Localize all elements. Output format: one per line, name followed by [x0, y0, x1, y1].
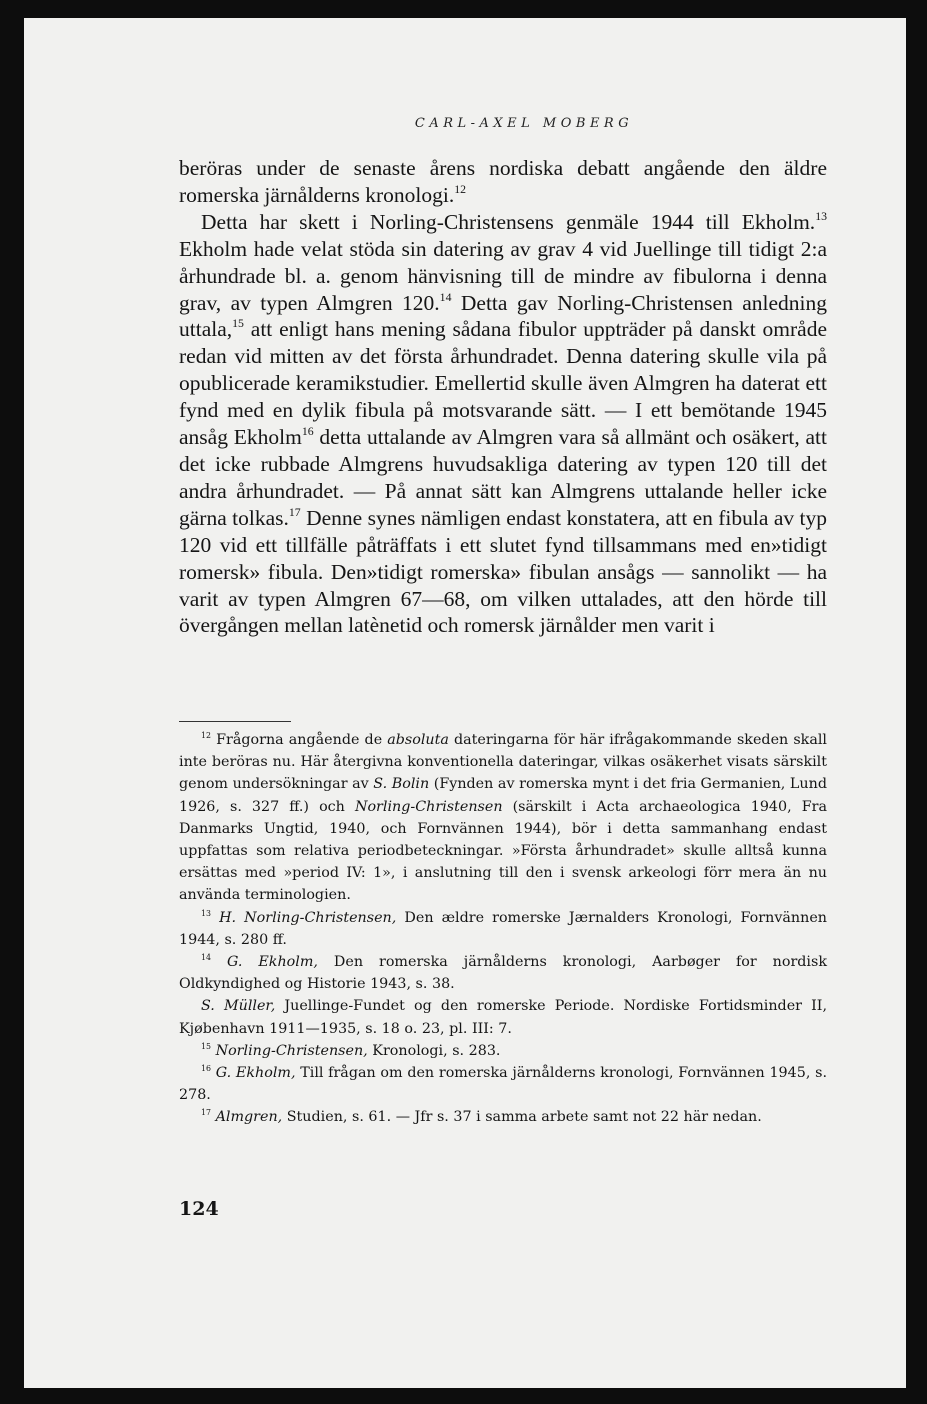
footnote-ref: 12 [454, 182, 467, 197]
paragraph-continued: beröras under de senaste årens nordiska debatt angående den äldre romerska järnålderns kronologi.$^{12}$ [179, 156, 827, 207]
footnote-ref: 16 [301, 424, 314, 439]
footnote-divider [179, 721, 291, 722]
footnote-ref: 17 [288, 504, 301, 519]
footnote-14-continued: S. Müller, Juellinge-Fundet og den romerske Periode. Nordiske Fortidsminder II, Kjøbenhavn 1911—1935, s. 18 o. 23, pl. III: 7. [179, 998, 827, 1037]
footnote-15: $^{15}$ Norling-Christensen, Kronologi, s. 283. [201, 1041, 501, 1059]
running-header: CARL-AXEL MOBERG [414, 116, 634, 131]
paragraph: Detta har skett i Norling-Christensens genmäle 1944 till Ekholm.$^{13}$ Ekholm hade velat stöda sin datering av grav 4 vid Juellinge till tidigt 2:a århundrade bl. a. genom hänvisning till de mindre av fibulorna i denna grav, av typen Almgren 120.14 Detta gav Norling-Christensen anledning uttala,$^{15}$ att enligt hans mening sådana fibulor uppträder på danskt område redan vid mitten av det första århundradet. Denna datering skulle vila på opublicerade keramikstudier. Emellertid skulle även Almgren ha daterat ett fynd med en dylik fibula på motsvarande sätt. — I ett bemötande 1945 ansåg Ekholm$^{16}$ detta uttalande av Almgren vara så allmänt och osäkert, att det icke rubbade Almgrens huvudsakliga datering av typen 120 till det andra århundradet. — På annat sätt kan Almgrens uttalande heller icke gärna tolkas.$^{17}$ Denne synes nämligen endast konstatera, att en fibula av typ 120 vid ett tillfälle påträffats i ett slutet fynd tillsammans med en»tidigt romersk» fibula. Den»tidigt romerska» fibulan ansågs — sannolikt — ha varit av typen Almgren 67—68, om vilken uttalades, att den hörde till övergången mellan latènetid och romersk järnålder men varit i [179, 208, 827, 638]
footnote-12: $^{12}$ Frågorna angående de absoluta dateringarna för här ifrågakommande skeden skall inte beröras nu. Här återgivna konventionella dateringar, vilkas osäkerhet visats särskilt genom undersökningar av S. Bolin (Fynden av romerska mynt i det fria Germanien, Lund 1926, s. 327 ff.) och Norling-Christensen (särskilt i Acta archaeologica 1940, Fra Danmarks Ungtid, 1940, och Fornvännen 1944), bör i detta sammanhang endast uppfattas som relativa periodbeteckningar. »Första århundradet» skulle alltså kunna ersättas med »period IV: 1», i anslutning till den i svensk arkeologi förr mera än nu använda terminologien. [179, 731, 827, 904]
footnote-ref: 15 [232, 316, 244, 331]
book-page [24, 18, 906, 1388]
footnote-16: $^{16}$ G. Ekholm, Till frågan om den romerska järnålderns kronologi, Fornvännen 1945, s. 278. [179, 1064, 827, 1104]
footnote-14: $^{14}$ G. Ekholm, Den romerska järnålderns kronologi, Aarbøger for nordisk Oldkyndighed og Historie 1943, s. 38. [179, 953, 828, 993]
footnote-ref: 13 [815, 208, 827, 223]
page-number: 124 [179, 1198, 219, 1220]
footnote-17: $^{17}$ Almgren, Studien, s. 61. — Jfr s. 37 i samma arbete samt not 22 här nedan. [201, 1108, 762, 1126]
footnote-ref: 14 [439, 289, 452, 304]
main-text [179, 155, 827, 639]
footnotes [179, 729, 827, 1129]
footnote-13: $^{13}$ H. Norling-Christensen, Den ældre romerske Jærnalders Kronologi, Fornvännen 1944, s. 280 ff. [179, 908, 828, 948]
